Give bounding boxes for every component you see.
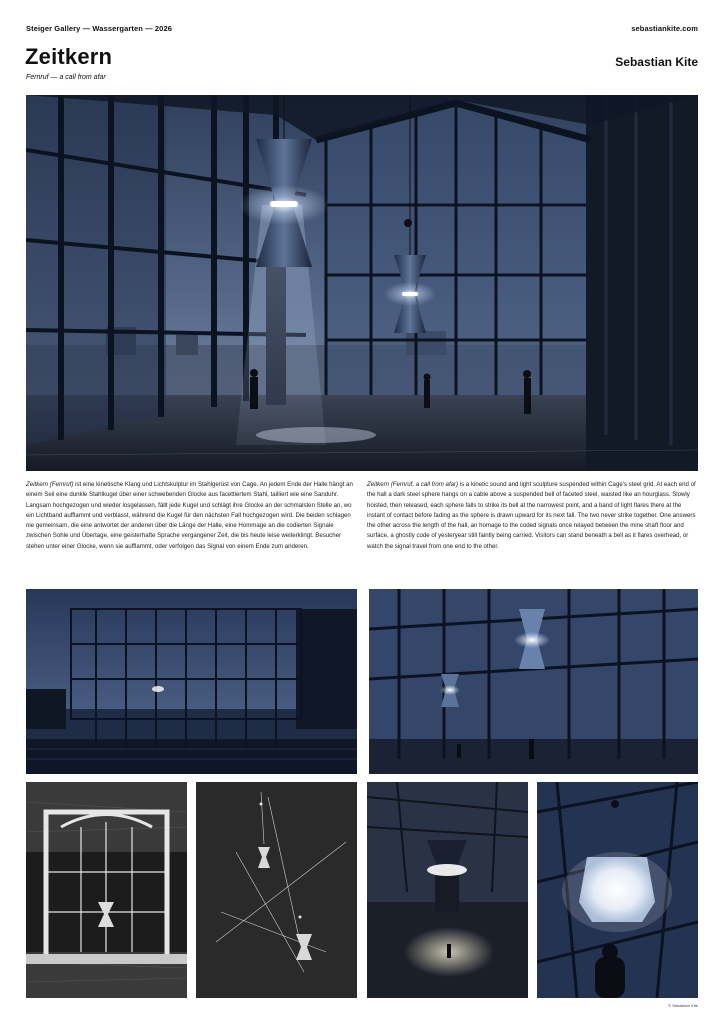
interior-render-two <box>369 589 698 774</box>
description-english <box>367 480 698 552</box>
page-subtitle: Fernruf — a call from afar <box>26 74 106 81</box>
interior-render-three <box>367 782 528 998</box>
description-german <box>26 480 357 552</box>
gallery-line: Steiger Gallery — Wassergarten — 2026 <box>26 24 172 33</box>
description-english-body: is a kinetic sound and light sculpture suspended within Cage's steel grid. At each end of the hall a dark steel sphere hangs on a cable above a suspended bell of faceted steel, waisted like an hourglass. Slowly hoisted, then released, each sphere falls to strike its bell at the narrowest point, and a band of light flares there at the instant of contact before fading as the sphere is drawn upward for its next fall. The two never strike together. One answers the other across the length of the hall, an homage to the coded signals once relayed between the mine shaft floor and surface, a ghostly code of yesteryear still faintly being carried. Visitors can stand beneath a bell as it flares overhead, or watch the signal travel from one end to the other. <box>367 481 696 550</box>
page-title: Zeitkern <box>25 44 113 69</box>
image-credit: © Sebastian Kite <box>668 1003 698 1008</box>
website-link[interactable]: sebastiankite.com <box>631 24 698 33</box>
elevation-drawing <box>26 782 187 998</box>
author-name: Sebastian Kite <box>615 55 698 69</box>
interior-render-four <box>537 782 698 998</box>
description-german-body: ist eine kinetische Klang und Lichtskulptur im Stahlgerüst von Cage. An jedem Ende der Halle hängt an einem Seil eine dunkle Stahlkugel über einer schwebenden Glocke aus facettiertem Stahl, tailliert wie eine Sanduhr. Langsam hochgezogen und wieder losgelassen, fällt jede Kugel und schlägt ihre Glocke an der schmalsten Stelle an, wo ein Lichtband aufflammt und verblasst, während die Kugel für den nächsten Fall hochgezogen wird. Die beiden schlagen nie gemeinsam, die eine antwortet der anderen über die Länge der Halle, eine Hommage an die codierten Signale zwischen Sohle und Übertage, eine geisterhafte Sprache vergangener Zeit, die bis heute leise weiterklingt. Besucher stehen unter einer Glocke, wenn sie aufflammt, oder verfolgen das Signal von einem Ende zum anderen. <box>26 481 353 550</box>
exterior-render <box>26 589 357 774</box>
hero-image <box>26 95 698 471</box>
section-drawing <box>196 782 357 998</box>
description-german-lead: Zeitkern (Fernruf) <box>26 481 74 488</box>
description-english-lead: Zeitkern (Fernruf, a call from afar) <box>367 481 459 488</box>
